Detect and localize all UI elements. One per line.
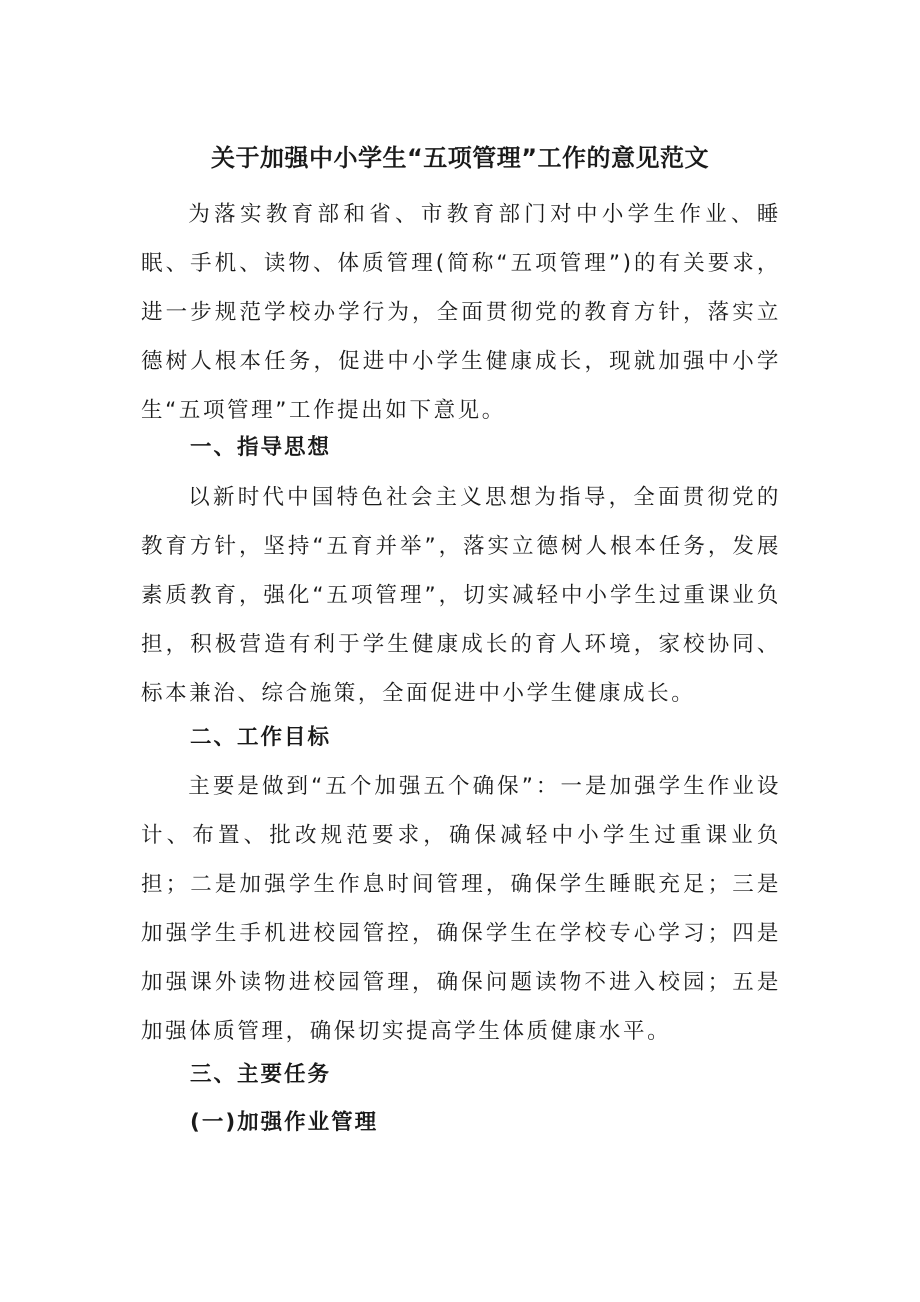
- subsection-heading-homework-management: (一)加强作业管理: [190, 1110, 379, 1135]
- section-heading-work-goals: 二、工作目标: [190, 725, 332, 750]
- section-body-work-goals: 主要是做到“五个加强五个确保”：一是加强学生作业设计、布置、批改规范要求，确保减轻中小学生过重课业负担；二是加强学生作息时间管理，确保学生睡眠充足；三是加强学生手机进校园管控，确保学生在学校专心学习；四是加强课外读物进校园管理，确保问题读物不进入校园；五是加强体质管理，确保切实提高学生体质健康水平。: [141, 774, 781, 1044]
- section-heading-main-tasks: 三、主要任务: [190, 1062, 332, 1087]
- section-heading-guiding-ideology: 一、指导思想: [190, 435, 332, 460]
- section-body-guiding-ideology: 以新时代中国特色社会主义思想为指导，全面贯彻党的教育方针，坚持“五育并举”，落实立德树人根本任务，发展素质教育，强化“五项管理”，切实减轻中小学生过重课业负担，积极营造有利于学生健康成长的育人环境，家校协同、标本兼治、综合施策，全面促进中小学生健康成长。: [141, 485, 781, 706]
- document-title: 关于加强中小学生“五项管理”工作的意见范文: [210, 144, 710, 172]
- intro-paragraph: 为落实教育部和省、市教育部门对中小学生作业、睡眠、手机、读物、体质管理(简称“五项管理”)的有关要求，进一步规范学校办学行为，全面贯彻党的教育方针，落实立德树人根本任务，促进中小学生健康成长，现就加强中小学生“五项管理”工作提出如下意见。: [141, 202, 781, 423]
